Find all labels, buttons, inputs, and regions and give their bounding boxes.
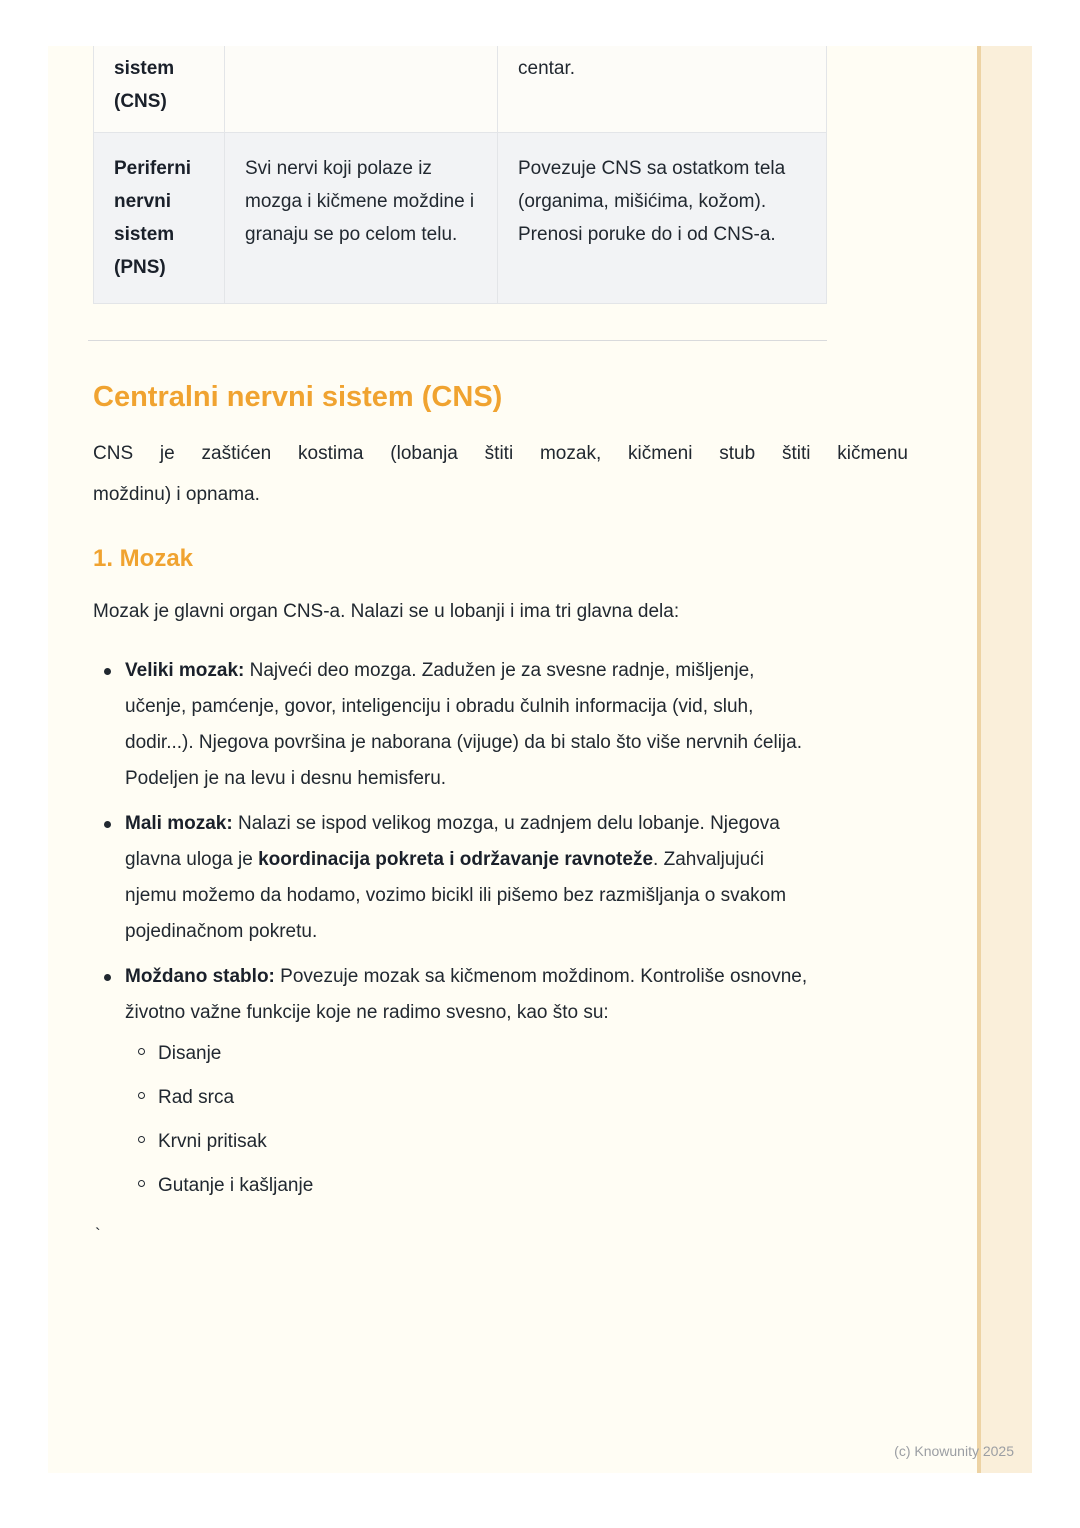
table-row-cns <box>94 46 827 133</box>
bullet-dot-icon <box>104 668 111 675</box>
circle-bullet-icon <box>138 1180 145 1187</box>
section-divider <box>88 340 827 341</box>
sub-bullet-text: Disanje <box>158 1043 222 1064</box>
bullet-label: Moždano stablo: <box>125 966 275 987</box>
bullet-text: . Zahvaljujući njemu možemo da hodamo, vozimo bicikl ili pišemo bez razmišljanja o svakom pojedinačnom pokretu. <box>125 849 787 942</box>
circle-bullet-icon <box>138 1136 145 1143</box>
term-cell: sistem (CNS) <box>94 46 225 133</box>
function-cell: Povezuje CNS sa ostatkom tela (organima, mišićima, kožom). Prenosi poruke do i od CNS-a. <box>498 133 827 304</box>
list-item-krvni-pritisak <box>137 1128 820 1155</box>
bullet-text: Najveći deo mozga. Zadužen je za svesne radnje, mišljenje, učenje, pamćenje, govor, inteligenciju i obradu čulnih informacija (vid, sluh, dodir...). Njegova površina je naborana (vijuge) da bi stalo što više nervnih ćelija. Podeljen je na levu i desnu hemisferu. <box>125 660 802 789</box>
function-cell: centar. <box>498 46 827 133</box>
bullet-text: Nalazi se ispod velikog mozga, u zadnjem delu lobanje. Njegova glavna uloga je <box>125 813 780 870</box>
section-title-cns: Centralni nervni sistem (CNS) <box>93 381 503 413</box>
circle-bullet-icon <box>138 1092 145 1099</box>
bullet-text: Povezuje mozak sa kičmenom moždinom. Kontroliše osnovne, životno važne funkcije koje ne radimo svesno, kao što su: <box>125 966 808 1023</box>
list-item-veliki-mozak <box>93 653 820 797</box>
vital-functions-list <box>125 1040 820 1199</box>
sub-bullet-text: Gutanje i kašljanje <box>158 1175 314 1196</box>
document-page <box>48 46 1032 1473</box>
term-cell: Periferni nervni sistem (PNS) <box>94 133 225 304</box>
mozak-intro-paragraph: Mozak je glavni organ CNS-a. Nalazi se u lobanji i ima tri glavna dela: <box>93 601 680 622</box>
page-content <box>93 46 908 1245</box>
description-cell: Svi nervi koji polaze iz mozga i kičmene moždine i granaju se po celom telu. <box>225 133 498 304</box>
list-item-mozdano-stablo <box>93 959 820 1199</box>
copyright-footer: (c) Knowunity 2025 <box>894 1443 1014 1459</box>
side-accent-strip <box>977 46 1032 1473</box>
bullet-label: Mali mozak: <box>125 813 233 834</box>
circle-bullet-icon <box>138 1048 145 1055</box>
list-item-rad-srca <box>137 1084 820 1111</box>
list-item-gutanje-kasljanje <box>137 1172 820 1199</box>
subsection-title-mozak: 1. Mozak <box>93 545 194 572</box>
stray-backtick-character: ` <box>95 1225 101 1244</box>
bullet-bold-phrase: koordinacija pokreta i održavanje ravnoteže <box>258 849 654 870</box>
sub-bullet-text: Rad srca <box>158 1087 235 1108</box>
list-item-disanje <box>137 1040 820 1067</box>
table-row-pns <box>94 133 827 304</box>
bullet-dot-icon <box>104 821 111 828</box>
nervous-system-table <box>93 46 827 304</box>
description-cell <box>225 46 498 133</box>
cns-intro-line1: CNS je zaštićen kostima (lobanja štiti mozak, kičmeni stub štiti kičmenu <box>93 443 908 464</box>
bullet-label: Veliki mozak: <box>125 660 245 681</box>
brain-parts-list <box>93 653 820 1199</box>
sub-bullet-text: Krvni pritisak <box>158 1131 267 1152</box>
cns-intro-line2: moždinu) i opnama. <box>93 484 260 505</box>
bullet-dot-icon <box>104 974 111 981</box>
cns-intro-paragraph <box>93 433 908 515</box>
list-item-mali-mozak <box>93 806 820 950</box>
